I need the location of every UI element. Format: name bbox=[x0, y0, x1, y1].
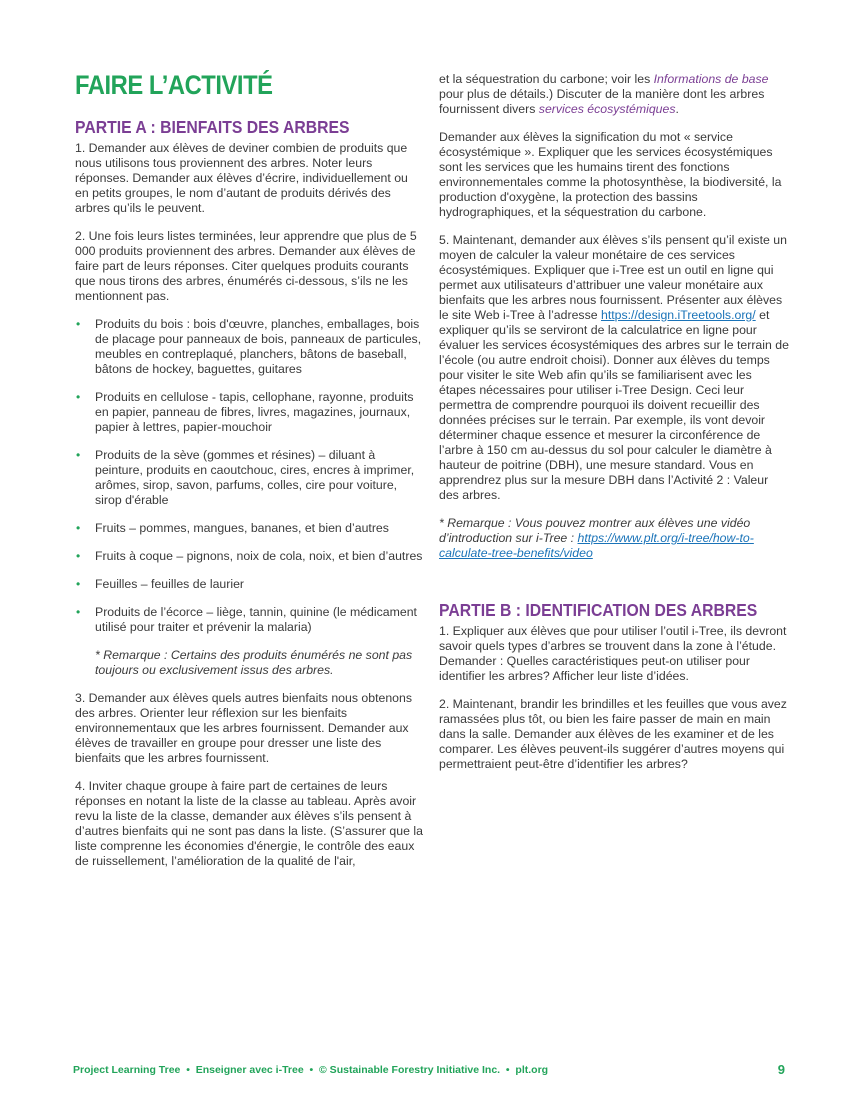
video-note: * Remarque : Vous pouvez montrer aux élèves une vidéo d’introduction sur i-Tree : https://www.plt.org/i-tree/how-to-calculate-tree-benefits/video bbox=[439, 516, 754, 560]
ecosystem-services-link[interactable]: services écosystémiques bbox=[538, 102, 676, 116]
footer-text: Project Learning Tree • Enseigner avec i-Tree • © Sustainable Forestry Initiative Inc. • plt.org bbox=[73, 1063, 549, 1076]
part-a-step-5: 5. Maintenant, demander aux élèves s’ils pensent qu’il existe un moyen de calculer la valeur monétaire de ces services écosystémiques. Expliquer que i-Tree est un outil en ligne qui permet aux utilisateurs d’attribuer une valeur monétaire aux bienfaits que les arbres nous fournissent. Présenter aux élèves le site Web i-Tree à l’adresse https://design.iTreetools.org/ et expliquer qu’ils se serviront de la calculatrice en ligne pour évaluer les services écosystémiques des arbres sur le terrain de l’école (ou autre endroit choisi). Donner aux élèves du temps pour visiter le site Web afin qu’ils se familiarisent avec les étapes nécessaires pour utiliser i-Tree Design. Ceci leur permettra de comprendre pourquoi ils doivent recueillir des données précises sur le terrain. Par exemple, ils vont devoir déterminer chaque essence et mesurer la circonférence de l’arbre à 150 cm au-dessus du sol pour calculer le diamètre à hauteur de poitrine (DBH), une mesure standard. Vous en apprendrez plus sur la mesure DBH dans l’Activité 2 : Valeur des arbres. bbox=[439, 233, 789, 502]
page-title: FAIRE L’ACTIVITÉ bbox=[75, 70, 273, 100]
bullet-icon: • bbox=[76, 521, 81, 535]
list-item: • Produits du bois : bois d'œuvre, planches, emballages, bois de placage pour panneaux de bois, panneaux de particules, meubles en contreplaqué, planchers, bâtons de baseball, bâtons de hockey, baguettes, guitares bbox=[76, 317, 422, 376]
part-a-step-4: 4. Inviter chaque groupe à faire part de certaines de leurs réponses en notant la liste de la classe au tableau. Après avoir revu la liste de la classe, demander aux élèves s’ils pensent à d’autres bienfaits qui ne sont pas dans la liste. (S’assurer que la liste comprenne les économies d'énergie, le contrôle des eaux de ruissellement, l’amélioration de la qualité de l'air, bbox=[75, 779, 423, 868]
spacer bbox=[439, 574, 789, 600]
part-a-step-3: 3. Demander aux élèves quels autres bienfaits nous obtenons des arbres. Orienter leur réflexion sur les bienfaits environnementaux que les arbres fournissent. Demander aux élèves de travailler en groupe pour dresser une liste des bienfaits que les arbres fournissent. bbox=[75, 691, 413, 765]
part-b-step-1: 1. Expliquer aux élèves que pour utiliser l’outil i-Tree, ils devront savoir quels types d’arbres se trouvent dans la zone à l’étude. Demander : Quelles caractéristiques peut-on utiliser pour identifier les arbres? Afficher leur liste d’idées. bbox=[439, 624, 787, 683]
part-a-step-4-continued: et la séquestration du carbone; voir les Informations de base pour plus de détails.) Discuter de la manière dont les arbres fournissent divers services écosystémiques. bbox=[439, 72, 769, 116]
left-column bbox=[75, 70, 423, 882]
bullet-icon: • bbox=[76, 317, 81, 331]
page-footer bbox=[73, 1062, 785, 1077]
part-b-step-2: 2. Maintenant, brandir les brindilles et les feuilles que vous avez ramassées plus tôt, ou bien les faire passer de main en main dans la salle. Demander aux élèves de les examiner et de les comparer. Les élèves peuvent-ils suggérer d’autres moyens qui permettraient peut-être d’identifier les arbres? bbox=[439, 697, 787, 771]
part-a-step-1: 1. Demander aux élèves de deviner combien de produits que nous utilisons tous proviennent des arbres. Noter leurs réponses. Demander aux élèves d’écrire, individuellement ou en petits groupes, le nom d’autant de produits dérivés des arbres qu’ils le peuvent. bbox=[75, 141, 408, 215]
products-note: * Remarque : Certains des produits énumérés ne sont pas toujours ou exclusivement issus des arbres. bbox=[95, 648, 413, 677]
list-item: • Fruits – pommes, mangues, bananes, et bien d’autres bbox=[76, 521, 389, 535]
list-item: • Produits en cellulose - tapis, cellophane, rayonne, produits en papier, panneau de fibres, livres, magazines, journaux, papier à lettres, papier-mouchoir bbox=[76, 390, 414, 434]
bullet-icon: • bbox=[76, 448, 81, 462]
part-b-heading: PARTIE B : IDENTIFICATION DES ARBRES bbox=[439, 600, 758, 620]
part-a-heading: PARTIE A : BIENFAITS DES ARBRES bbox=[75, 117, 350, 137]
itree-design-link[interactable]: https://design.iTreetools.org/ bbox=[600, 308, 756, 322]
right-column bbox=[439, 72, 789, 785]
list-item: • Fruits à coque – pignons, noix de cola, noix, et bien d’autres bbox=[76, 549, 423, 563]
part-a-step-2: 2. Une fois leurs listes terminées, leur apprendre que plus de 5 000 produits proviennent des arbres. Demander aux élèves de faire part de leurs réponses. Citer quelques produits courants que nous tirons des arbres, énumérés ci-dessous, s’ils ne les mentionnent pas. bbox=[75, 229, 417, 303]
list-item: • Feuilles – feuilles de laurier bbox=[76, 577, 245, 591]
list-item: • Produits de l’écorce – liège, tannin, quinine (le médicament utilisé pour traiter et prévenir la malaria) bbox=[76, 605, 417, 634]
ecosystem-service-paragraph: Demander aux élèves la signification du mot « service écosystémique ». Expliquer que les services écosystémiques sont les services que les humains tirent des fonctions environnementales comme la photosynthèse, la biodiversité, la production d'oxygène, la protection des bassins hydrographiques, et la séquestration du carbone. bbox=[439, 130, 782, 219]
page-number: 9 bbox=[777, 1062, 785, 1077]
bullet-icon: • bbox=[76, 549, 81, 563]
bullet-icon: • bbox=[76, 605, 81, 619]
list-item: • Produits de la sève (gommes et résines) – diluant à peinture, produits en caoutchouc, cires, encres à imprimer, arômes, sirop, savon, parfums, colles, cire pour voiture, sirop d'érable bbox=[76, 448, 415, 507]
background-info-link[interactable]: Informations de base bbox=[653, 72, 769, 86]
itree-video-link[interactable]: https://www.plt.org/i-tree/how-to-calculate-tree-benefits/video bbox=[439, 531, 754, 560]
bullet-icon: • bbox=[76, 390, 81, 404]
bullet-icon: • bbox=[76, 577, 81, 591]
products-list bbox=[75, 317, 423, 635]
